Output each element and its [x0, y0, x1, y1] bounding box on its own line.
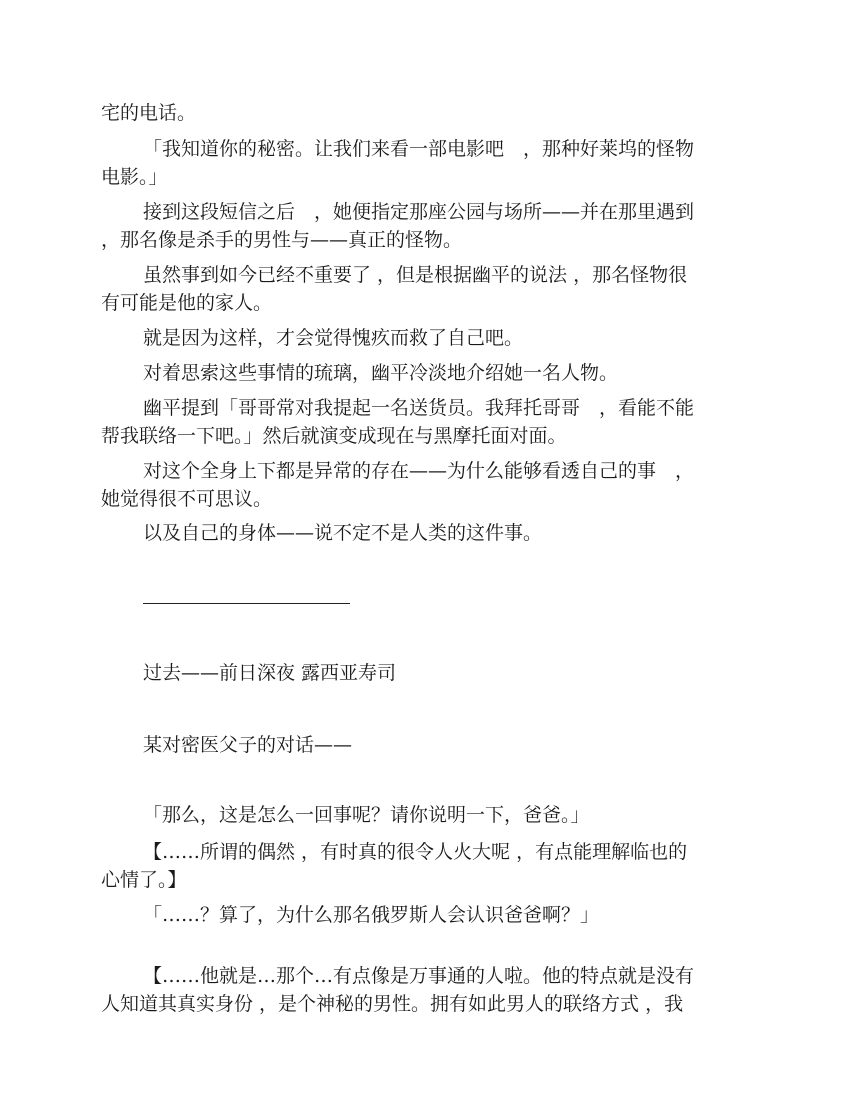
paragraph-line: ，那名像是杀手的男性与——真正的怪物。	[101, 229, 463, 251]
scene-intro: 某对密医父子的对话——	[143, 734, 353, 756]
paragraph-line: 以及自己的身体——说不定不是人类的这件事。	[143, 522, 543, 544]
section-divider	[143, 603, 350, 604]
paragraph-line: 虽然事到如今已经不重要了 ，但是根据幽平的说法 ，那名怪物很	[143, 264, 688, 286]
paragraph-line: 就是因为这样，才会觉得愧疚而救了自己吧。	[143, 327, 524, 349]
dialogue-line: 人知道其真实身份 ，是个神秘的男性。拥有如此男人的联络方式 ，我	[101, 993, 684, 1015]
paragraph-line: 幽平提到「哥哥常对我提起一名送货员。我拜托哥哥 ，看能不能	[143, 397, 695, 419]
paragraph-line: 「我知道你的秘密。让我们来看一部电影吧 ，那种好莱坞的怪物	[143, 138, 695, 160]
dialogue-line: 「……？算了，为什么那名俄罗斯人会认识爸爸啊？」	[143, 904, 600, 926]
paragraph-line: 对着思索这些事情的琉璃，幽平冷淡地介绍她一名人物。	[143, 362, 619, 384]
document-page	[101, 0, 751, 1100]
scene-heading: 过去——前日深夜 露西亚寿司	[143, 662, 397, 684]
paragraph-line: 对这个全身上下都是异常的存在——为什么能够看透自己的事 ，	[143, 460, 695, 482]
paragraph-line: 电影。」	[101, 166, 168, 188]
dialogue-line: 「那么，这是怎么一回事呢？请你说明一下，爸爸。」	[143, 804, 590, 826]
dialogue-line: 【……他就是…那个…有点像是万事通的人啦。他的特点就是没有	[143, 965, 695, 987]
paragraph-line: 宅的电话。	[101, 102, 197, 124]
dialogue-line: 心情了。】	[101, 869, 187, 891]
paragraph-line: 她觉得很不可思议。	[101, 488, 273, 510]
paragraph-line: 接到这段短信之后 ，她便指定那座公园与场所——并在那里遇到	[143, 201, 695, 223]
dialogue-line: 【……所谓的偶然 ，有时真的很令人火大呢 ，有点能理解临也的	[143, 841, 688, 863]
paragraph-line: 有可能是他的家人。	[101, 292, 273, 314]
paragraph-line: 帮我联络一下吧。」然后就演变成现在与黑摩托面对面。	[101, 425, 567, 447]
